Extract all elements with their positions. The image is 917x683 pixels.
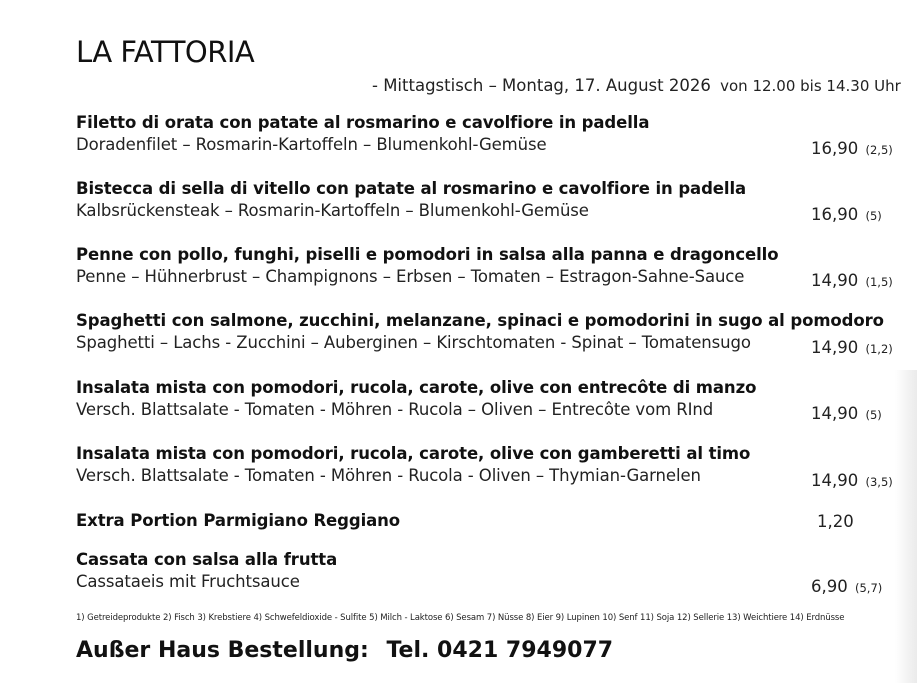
menu-item bbox=[76, 378, 896, 419]
menu-item bbox=[76, 511, 896, 530]
dish-price bbox=[811, 338, 893, 357]
restaurant-name: LA FATTORIA bbox=[76, 35, 255, 69]
dish-name-italian: Spaghetti con salmone, zucchini, melanzane, spinaci e pomodorini in sugo al pomodoro bbox=[76, 311, 884, 330]
takeaway-label: Außer Haus Bestellung: bbox=[76, 638, 369, 663]
menu-item bbox=[76, 444, 896, 485]
menu-item bbox=[76, 311, 896, 352]
allergen-codes: (5) bbox=[865, 408, 882, 422]
menu-item bbox=[76, 550, 896, 591]
price-value: 14,90 bbox=[811, 471, 859, 490]
dish-name-german: Kalbsrückensteak – Rosmarin-Kartoffeln – Blumenkohl-Gemüse bbox=[76, 201, 589, 220]
price-value: 16,90 bbox=[811, 205, 859, 224]
phone-number: Tel. 0421 7949077 bbox=[386, 638, 614, 663]
dish-price bbox=[811, 404, 882, 423]
dish-name-italian: Extra Portion Parmigiano Reggiano bbox=[76, 511, 401, 530]
dish-name-german: Spaghetti – Lachs - Zucchini – Auberginen – Kirschtomaten - Spinat – Tomatensugo bbox=[76, 333, 751, 352]
menu-item bbox=[76, 179, 896, 220]
dish-price bbox=[817, 512, 854, 531]
dish-name-german: Penne – Hühnerbrust – Champignons – Erbsen – Tomaten – Estragon-Sahne-Sauce bbox=[76, 267, 745, 286]
dish-name-italian: Insalata mista con pomodori, rucola, carote, olive con entrecôte di manzo bbox=[76, 378, 757, 397]
allergen-codes: (2,5) bbox=[865, 143, 893, 157]
dish-name-italian: Filetto di orata con patate al rosmarino e cavolfiore in padella bbox=[76, 113, 650, 132]
dish-price bbox=[811, 205, 882, 224]
menu-item bbox=[76, 245, 896, 286]
serving-hours: von 12.00 bis 14.30 Uhr bbox=[720, 77, 901, 95]
dish-price bbox=[811, 139, 893, 158]
dish-name-german: Versch. Blattsalate - Tomaten - Möhren - Rucola – Oliven – Entrecôte vom RInd bbox=[76, 400, 714, 419]
allergen-codes: (5,7) bbox=[855, 581, 883, 595]
price-value: 16,90 bbox=[811, 139, 859, 158]
dish-price bbox=[811, 271, 893, 290]
takeaway-order-line bbox=[76, 638, 613, 663]
dish-name-italian: Penne con pollo, funghi, piselli e pomodori in salsa alla panna e dragoncello bbox=[76, 245, 779, 264]
allergen-legend: 1) Getreideprodukte 2) Fisch 3) Krebstiere 4) Schwefeldioxide - Sulfite 5) Milch - Laktose 6) Sesam 7) Nüsse 8) Eier 9) Lupinen 10) Senf 11) Soja 12) Sellerie 13) Weichtiere 14) Erdnüsse bbox=[76, 613, 845, 623]
allergen-codes: (3,5) bbox=[865, 475, 893, 489]
dish-name-german: Versch. Blattsalate - Tomaten - Möhren - Rucola - Oliven – Thymian-Garnelen bbox=[76, 466, 701, 485]
dish-name-italian: Insalata mista con pomodori, rucola, carote, olive con gamberetti al timo bbox=[76, 444, 751, 463]
price-value: 6,90 bbox=[811, 577, 848, 596]
allergen-codes: (5) bbox=[865, 209, 882, 223]
dish-name-german: Doradenfilet – Rosmarin-Kartoffeln – Blumenkohl-Gemüse bbox=[76, 135, 547, 154]
page-edge-shadow bbox=[895, 370, 917, 683]
dish-name-italian: Cassata con salsa alla frutta bbox=[76, 550, 338, 569]
price-value: 14,90 bbox=[811, 271, 859, 290]
dish-name-italian: Bistecca di sella di vitello con patate al rosmarino e cavolfiore in padella bbox=[76, 179, 747, 198]
dish-name-german: Cassataeis mit Fruchtsauce bbox=[76, 572, 300, 591]
menu-date: - Mittagstisch – Montag, 17. August 2026 bbox=[372, 76, 711, 95]
price-value: 1,20 bbox=[817, 512, 854, 531]
dish-price bbox=[811, 577, 882, 596]
menu-date-line bbox=[372, 76, 901, 95]
price-value: 14,90 bbox=[811, 338, 859, 357]
menu-item bbox=[76, 113, 896, 154]
dish-price bbox=[811, 471, 893, 490]
allergen-codes: (1,2) bbox=[865, 342, 893, 356]
price-value: 14,90 bbox=[811, 404, 859, 423]
allergen-codes: (1,5) bbox=[865, 275, 893, 289]
